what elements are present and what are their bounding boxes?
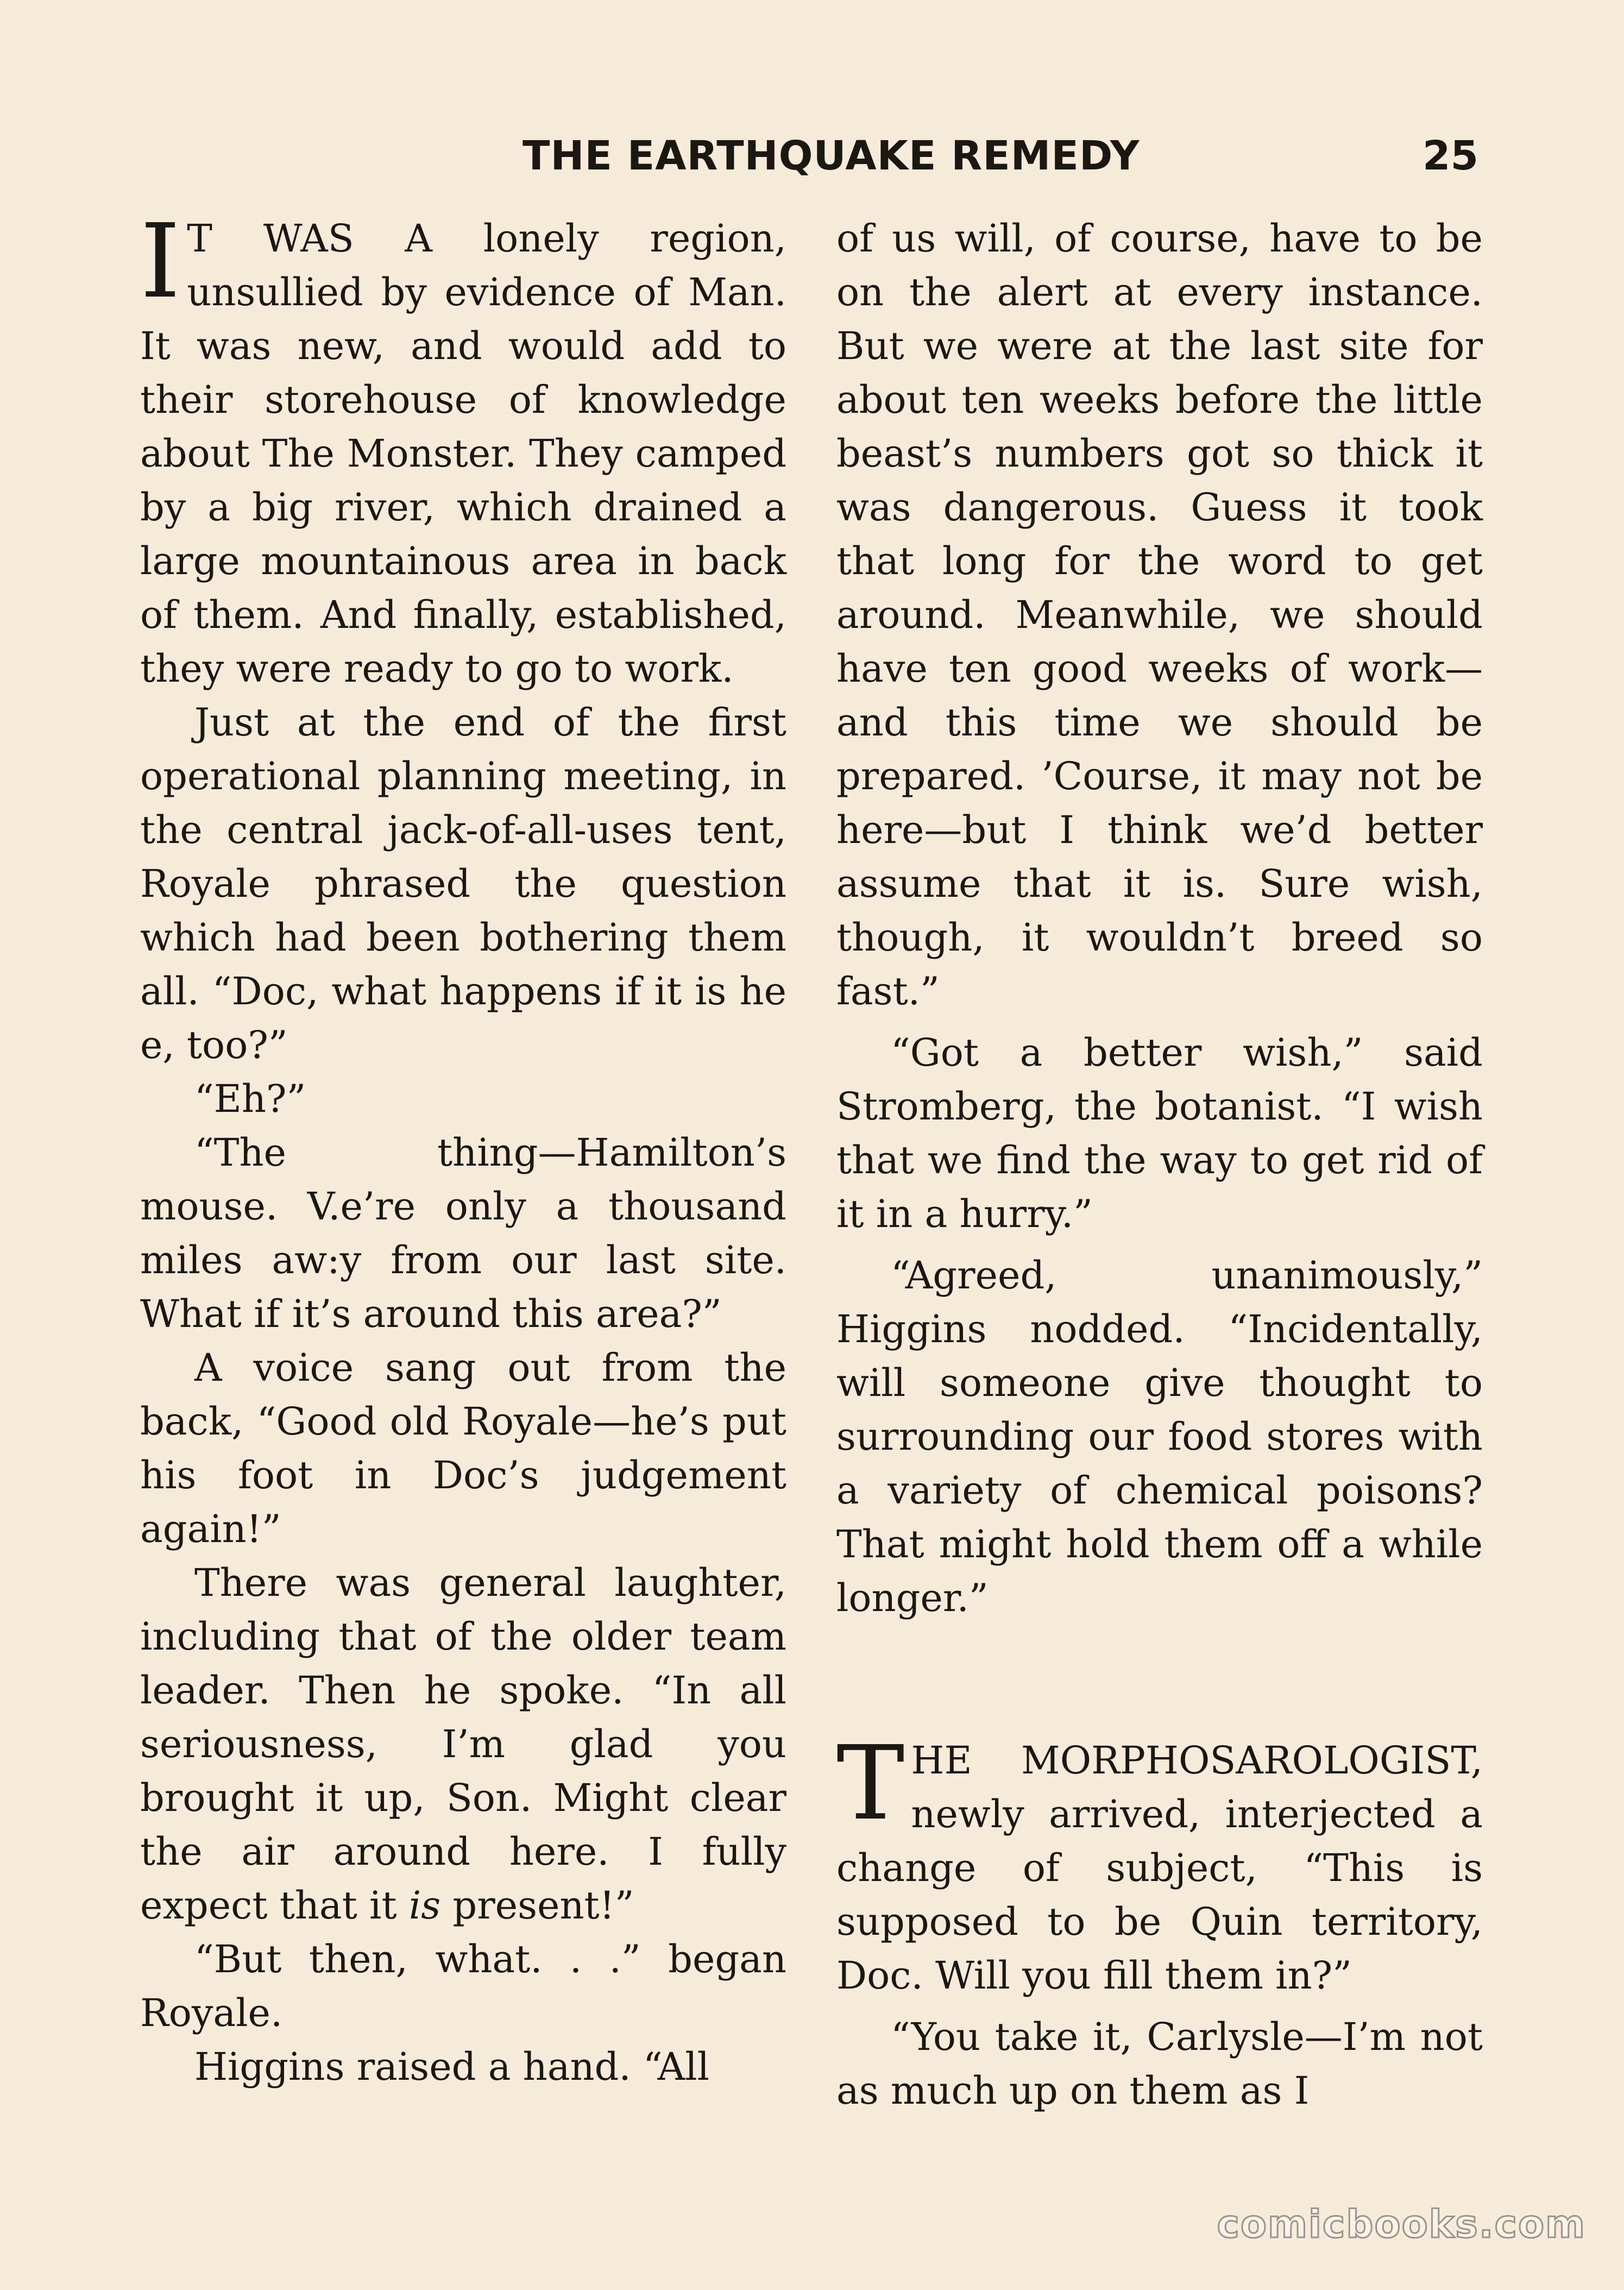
left-column [140, 202, 786, 2094]
paragraph [140, 1556, 786, 1933]
paragraph-text: lonely region, unsullied by evidence of Man. It was new, and would add to their storehouse of knowledge about The Monster. They camped by a big river, which drained a large mountainous area in back of them. And finally, established, they were ready to go to work. [140, 216, 786, 691]
page-header [0, 131, 1624, 180]
emphasis-text: is [408, 1883, 441, 1928]
paragraph: “Got a better wish,” said Stromberg, the botanist. “I wish that we find the way to get rid of it in a hurry.” [836, 1030, 1483, 1236]
drop-cap: T [836, 1724, 905, 1843]
paragraph [140, 202, 786, 696]
paragraph-text: There was general laughter, including that of the older team leader. Then he spoke. “In all seriousness, I’m glad you brought it up, Son. Might clear the air around here. I fully expect that it [140, 1561, 786, 1928]
paragraph [836, 1724, 1483, 2003]
paragraph-text: newly arrived, interjected a change of subject, “This is supposed to be Quin territory, Doc. Will you fill them in?” [836, 1792, 1483, 1998]
paragraph-text: present!” [440, 1883, 634, 1928]
paragraph: “The thing—Hamilton’s mouse. V.e’re only a thousand miles aw:y from our last site. What if it’s around this area?” [140, 1130, 786, 1336]
paragraph: “Agreed, unanimously,” Higgins nodded. “Incidentally, will someone give thought to surrounding our food stores with a variety of chemical poisons? That might hold them off a while longer.” [836, 1253, 1483, 1620]
paragraph: “But then, what. . .” began Royale. [140, 1937, 786, 2035]
paragraph: of us will, of course, have to be on the alert at every instance. But we were at the last site for about ten weeks before the little beast’s numbers got so thick it was dangerous. Guess it took that long for the word to get around. Meanwhile, we should have ten good weeks of work—and this time we should be prepared. ’Course, it may not be here—but I think we’d better assume that it is. Sure wish, though, it wouldn’t breed so fast.” [836, 216, 1483, 1014]
right-column [836, 212, 1483, 2118]
drop-cap: I [140, 202, 181, 321]
running-title: THE EARTHQUAKE REMEDY [523, 133, 1140, 179]
watermark: comicbooks.com [1217, 2202, 1586, 2247]
lead-in-text: T WAS A [187, 216, 432, 261]
paragraph: “You take it, Carlysle—I’m not as much up on them as I [836, 2015, 1483, 2113]
paragraph: “Eh?” [194, 1077, 306, 1121]
paragraph: Just at the end of the first operational planning meeting, in the central jack-of-all-uses tent, Royale phrased the question which had been bothering them all. “Doc, what happens if it is he e, too?” [140, 700, 786, 1067]
lead-in-text: HE MORPHOSAROLOGIST, [911, 1738, 1483, 1783]
paragraph: A voice sang out from the back, “Good old Royale—he’s put his foot in Doc’s judgement again!” [140, 1345, 786, 1551]
page-number: 25 [1422, 133, 1478, 179]
paragraph: Higgins raised a hand. “All [194, 2044, 709, 2089]
